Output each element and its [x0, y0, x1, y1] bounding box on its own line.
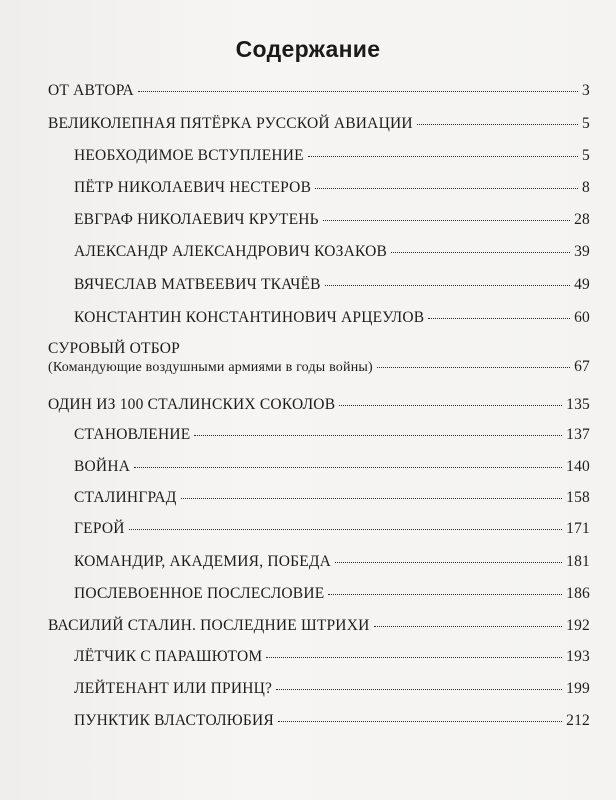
toc-entry[interactable] — [74, 179, 590, 197]
toc-entry-page: 60 — [574, 309, 590, 326]
dot-leader — [194, 435, 562, 436]
dot-leader — [278, 721, 562, 722]
toc-entry-page: 193 — [566, 648, 590, 665]
toc-entry[interactable] — [74, 147, 590, 165]
toc-entry-page: 8 — [582, 179, 590, 196]
toc-entry[interactable] — [74, 276, 590, 294]
toc-entry-page: 140 — [566, 458, 590, 475]
toc-entry[interactable] — [74, 712, 590, 730]
toc-entry-page: 137 — [566, 426, 590, 443]
toc-entry[interactable] — [74, 553, 590, 571]
dot-leader — [308, 156, 578, 157]
dot-leader — [276, 689, 562, 690]
toc-entry-subline — [48, 358, 590, 376]
toc-entry-page: 212 — [566, 712, 590, 729]
toc-entry[interactable] — [74, 489, 590, 507]
toc-entry[interactable] — [48, 396, 590, 414]
toc-entry[interactable] — [74, 309, 590, 327]
toc-entry-label: ВАСИЛИЙ СТАЛИН. ПОСЛЕДНИЕ ШТРИХИ — [48, 617, 370, 634]
dot-leader — [339, 405, 562, 406]
toc-entry-label: КОНСТАНТИН КОНСТАНТИНОВИЧ АРЦЕУЛОВ — [74, 309, 425, 326]
toc-entry-label: НЕОБХОДИМОЕ ВСТУПЛЕНИЕ — [74, 147, 304, 164]
toc-entry[interactable] — [48, 82, 590, 100]
toc-entry-page: 181 — [566, 553, 590, 570]
toc-entry[interactable] — [74, 648, 590, 666]
dot-leader — [134, 467, 562, 468]
toc-entry[interactable] — [74, 520, 590, 538]
toc-entry-label: КОМАНДИР, АКАДЕМИЯ, ПОБЕДА — [74, 553, 332, 570]
toc-entry-label: ОТ АВТОРА — [48, 82, 134, 99]
dot-leader — [181, 498, 563, 499]
toc-entry-label: ВЕЛИКОЛЕПНАЯ ПЯТЁРКА РУССКОЙ АВИАЦИИ — [48, 115, 413, 132]
dot-leader — [138, 91, 578, 92]
toc-entry[interactable] — [48, 617, 590, 635]
dot-leader — [428, 318, 570, 319]
dot-leader — [325, 285, 570, 286]
toc-entry-page: 39 — [574, 243, 590, 260]
toc-entry-label: ПЁТР НИКОЛАЕВИЧ НЕСТЕРОВ — [74, 179, 312, 196]
dot-leader — [323, 220, 570, 221]
toc-entry-label: СТАЛИНГРАД — [74, 489, 177, 506]
toc-entry[interactable] — [48, 115, 590, 133]
toc-entry-page: 49 — [574, 276, 590, 293]
toc-entry-label: ПОСЛЕВОЕННОЕ ПОСЛЕСЛОВИЕ — [74, 585, 325, 602]
dot-leader — [377, 367, 570, 368]
toc-entry-page: 186 — [566, 585, 590, 602]
toc-entry-label: СТАНОВЛЕНИЕ — [74, 426, 191, 443]
toc-entry-label: ЕВГРАФ НИКОЛАЕВИЧ КРУТЕНЬ — [74, 211, 319, 228]
toc-entry[interactable] — [74, 458, 590, 476]
toc-entry[interactable] — [74, 680, 590, 698]
toc-entry-sublabel: (Командующие воздушными армиями в годы войны) — [48, 360, 373, 375]
toc-entry-label: ЛЁТЧИК С ПАРАШЮТОМ — [74, 648, 263, 665]
toc-entry-page: 171 — [566, 520, 590, 537]
toc-entry-label: ГЕРОЙ — [74, 520, 125, 537]
toc-entry-label: ВЯЧЕСЛАВ МАТВЕЕВИЧ ТКАЧЁВ — [74, 276, 321, 293]
toc-entry-label: ЛЕЙТЕНАНТ ИЛИ ПРИНЦ? — [74, 680, 273, 697]
dot-leader — [129, 529, 563, 530]
toc-entry[interactable] — [48, 340, 590, 376]
dot-leader — [417, 124, 578, 125]
dot-leader — [328, 594, 562, 595]
dot-leader — [315, 188, 578, 189]
toc-entry-page: 67 — [574, 358, 590, 375]
toc-entry-page: 3 — [582, 82, 590, 99]
toc-entry-page: 158 — [566, 489, 590, 506]
dot-leader — [266, 657, 562, 658]
toc-entry[interactable] — [74, 585, 590, 603]
toc-entry-label: ПУНКТИК ВЛАСТОЛЮБИЯ — [74, 712, 274, 729]
toc-entry-label: АЛЕКСАНДР АЛЕКСАНДРОВИЧ КОЗАКОВ — [74, 243, 388, 260]
toc-entry-page: 5 — [582, 147, 590, 164]
toc-entry-page: 28 — [574, 211, 590, 228]
page-title: Содержание — [235, 36, 381, 62]
toc-entry-label: ОДИН ИЗ 100 СТАЛИНСКИХ СОКОЛОВ — [48, 396, 336, 413]
toc-entry[interactable] — [74, 211, 590, 229]
toc-entry-page: 135 — [566, 396, 590, 413]
toc-entry-page: 199 — [566, 680, 590, 697]
toc-entry-label: СУРОВЫЙ ОТБОР — [48, 340, 180, 357]
dot-leader — [335, 562, 562, 563]
dot-leader — [391, 252, 570, 253]
dot-leader — [374, 626, 563, 627]
toc-entry[interactable] — [74, 426, 590, 444]
toc-entry-label: ВОЙНА — [74, 458, 131, 475]
toc-entry[interactable] — [74, 243, 590, 261]
toc-entry-page: 192 — [566, 617, 590, 634]
toc-entry-page: 5 — [582, 115, 590, 132]
